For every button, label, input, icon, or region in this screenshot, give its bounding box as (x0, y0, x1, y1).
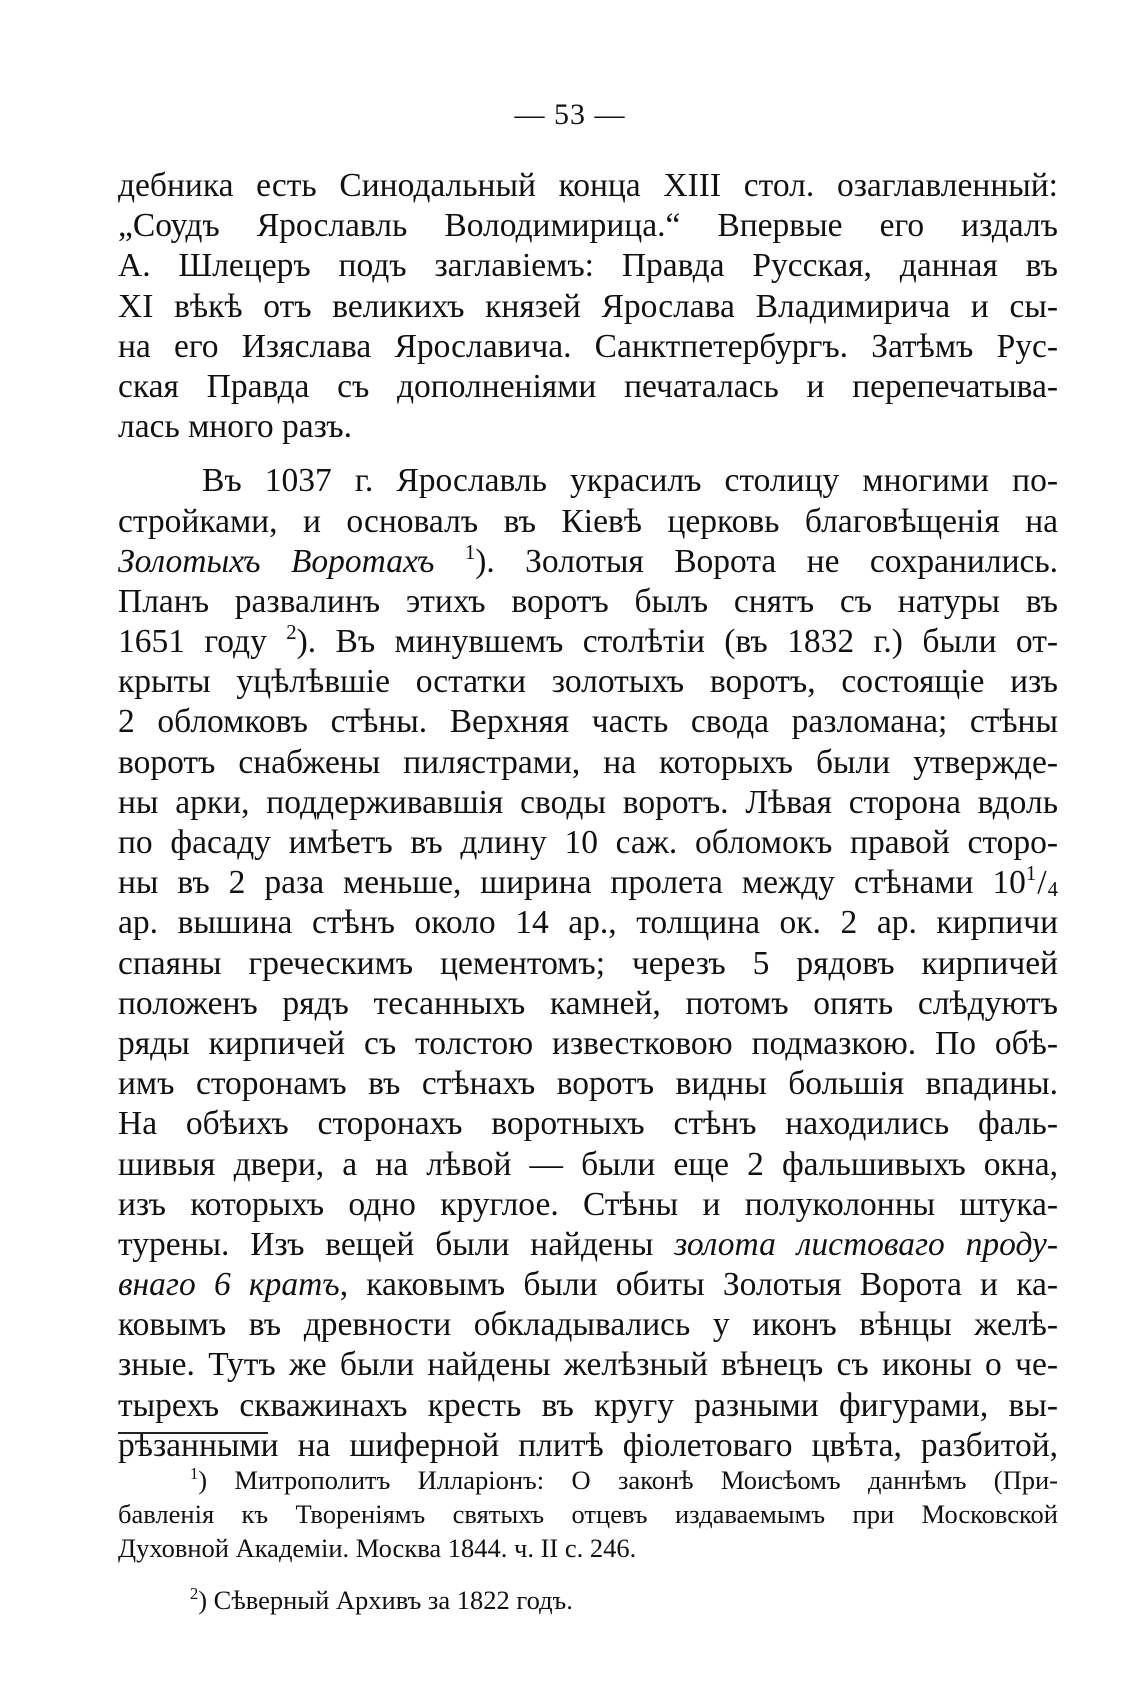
text-line: дебника есть Синодальный конца XIII стол. озаглавленный: (118, 167, 1058, 204)
footnote-line (118, 1583, 1058, 1617)
text-line: ряды кирпичей съ толстою известковою подмазкою. По обѣ- (118, 1024, 1058, 1062)
text-line: ская Правда съ дополненіями печаталась и перепечатыва- (118, 367, 1058, 405)
text-segment: ). Въ минувшемъ столѣтіи (въ 1832 г.) были от- (296, 623, 1058, 661)
fraction-slash: / (1037, 864, 1047, 902)
italic-phrase: Золотыхъ Воротахъ (118, 542, 435, 580)
text-line (118, 1265, 1058, 1305)
text-line: рѣзанными на шиферной плитѣ фіолетоваго цвѣта, разбитой, (118, 1426, 1058, 1464)
main-text (118, 166, 1058, 1466)
text-line (118, 863, 1058, 903)
text-line (118, 622, 1058, 662)
text-segment: турены. Изъ вещей были найдены (118, 1225, 675, 1263)
text-line: спаяны греческимъ цементомъ; черезъ 5 рядовъ кирпичей (118, 944, 1058, 982)
footnote-1 (118, 1463, 1058, 1565)
text-line: На обѣихъ сторонахъ воротныхъ стѣнъ находились фаль- (118, 1105, 1058, 1143)
text-line: XI вѣкѣ отъ великихъ князей Ярослава Владимирича и сы- (118, 287, 1058, 325)
text-line (118, 542, 1058, 582)
text-segment: 1651 году (118, 623, 287, 661)
footnotes (118, 1463, 1058, 1617)
footnote-marker: 2 (190, 1583, 199, 1603)
footnote-line: бавленія къ Твореніямъ святыхъ отцевъ издаваемымъ при Московской (118, 1499, 1058, 1529)
text-line: стройками, и основалъ въ Кіевѣ церковь благовѣщенія на (118, 502, 1058, 540)
text-line: ковымъ въ древности обкладывались у иконъ вѣнцы желѣ- (118, 1306, 1058, 1344)
text-line: по фасаду имѣетъ въ длину 10 саж. обломокъ правой сторо- (118, 824, 1058, 861)
text-line: имъ сторонамъ въ стѣнахъ воротъ видны большія впадины. (118, 1065, 1058, 1103)
text-line: воротъ снабжены пилястрами, на которыхъ были утвержде- (118, 743, 1058, 781)
paragraph (118, 461, 1058, 1466)
text-segment: ). Золотыя Ворота не сохранились. (475, 542, 1059, 580)
fraction-denominator: 4 (1047, 878, 1058, 902)
text-line: 2 обломковъ стѣны. Верхняя часть свода разломана; стѣны (118, 703, 1058, 741)
footnote-ref[interactable]: 1 (464, 540, 476, 564)
paragraph (118, 166, 1058, 447)
text-line: ар. вышина стѣнъ около 14 ар., толщина ок. 2 ар. кирпичи (118, 904, 1058, 942)
text-line: „Соудъ Ярославль Володимирица.“ Впервые его издалъ (118, 207, 1058, 245)
text-segment: , каковымъ были обиты Золотыя Ворота и ка- (339, 1266, 1058, 1304)
italic-phrase: внаго 6 кратъ (118, 1266, 340, 1304)
text-line: положенъ рядъ тесанныхъ камней, потомъ опять слѣдуютъ (118, 984, 1058, 1022)
text-line: ны арки, поддерживавшія своды воротъ. Лѣвая сторона вдоль (118, 783, 1058, 821)
fraction-numerator: 1 (1025, 862, 1037, 886)
footnote-ref[interactable]: 2 (286, 621, 297, 645)
text-line: Въ 1037 г. Ярославль украсилъ столицу многими по- (202, 462, 1058, 500)
text-line: Планъ развалинъ этихъ воротъ былъ снятъ съ натуры въ (118, 582, 1058, 620)
page-number: — 53 — (514, 98, 626, 131)
italic-phrase: золота листоваго проду- (674, 1225, 1058, 1263)
text-line: тырехъ скважинахъ кресть въ кругу разными фигурами, вы- (118, 1386, 1058, 1424)
text-line: крыты уцѣлѣвшіе остатки золотыхъ воротъ, состоящіе изъ (118, 663, 1058, 701)
text-line: лась много разъ. (118, 408, 352, 446)
footnote-divider (118, 1432, 268, 1434)
text-line: А. Шлецеръ подъ заглавіемъ: Правда Русская, данная въ (118, 247, 1058, 285)
text-line: шивыя двери, а на лѣвой — были еще 2 фальшивыхъ окна, (118, 1145, 1058, 1183)
footnote-line: Духовной Академіи. Москва 1844. ч. II с. 246. (118, 1533, 637, 1563)
text-segment: ) Митрополитъ Илларіонъ: О законѣ Моисѣомъ даннѣмъ (При- (198, 1465, 1058, 1495)
footnote-line (118, 1463, 1058, 1497)
text-line: зные. Тутъ же были найдены желѣзный вѣнецъ съ иконы о че- (118, 1346, 1058, 1384)
text-line: изъ которыхъ одно круглое. Стѣны и полуколонны штука- (118, 1185, 1058, 1223)
text-segment: ) Сѣверный Архивъ за 1822 годъ. (198, 1585, 573, 1615)
text-line: на его Изяслава Ярославича. Санктпетербургъ. Затѣмъ Рус- (118, 327, 1058, 365)
footnote-marker: 1 (190, 1463, 199, 1483)
text-segment: ны въ 2 раза меньше, ширина пролета между стѣнами 10 (118, 864, 1026, 902)
text-line (118, 1225, 1058, 1265)
footnote-2 (118, 1583, 1058, 1617)
